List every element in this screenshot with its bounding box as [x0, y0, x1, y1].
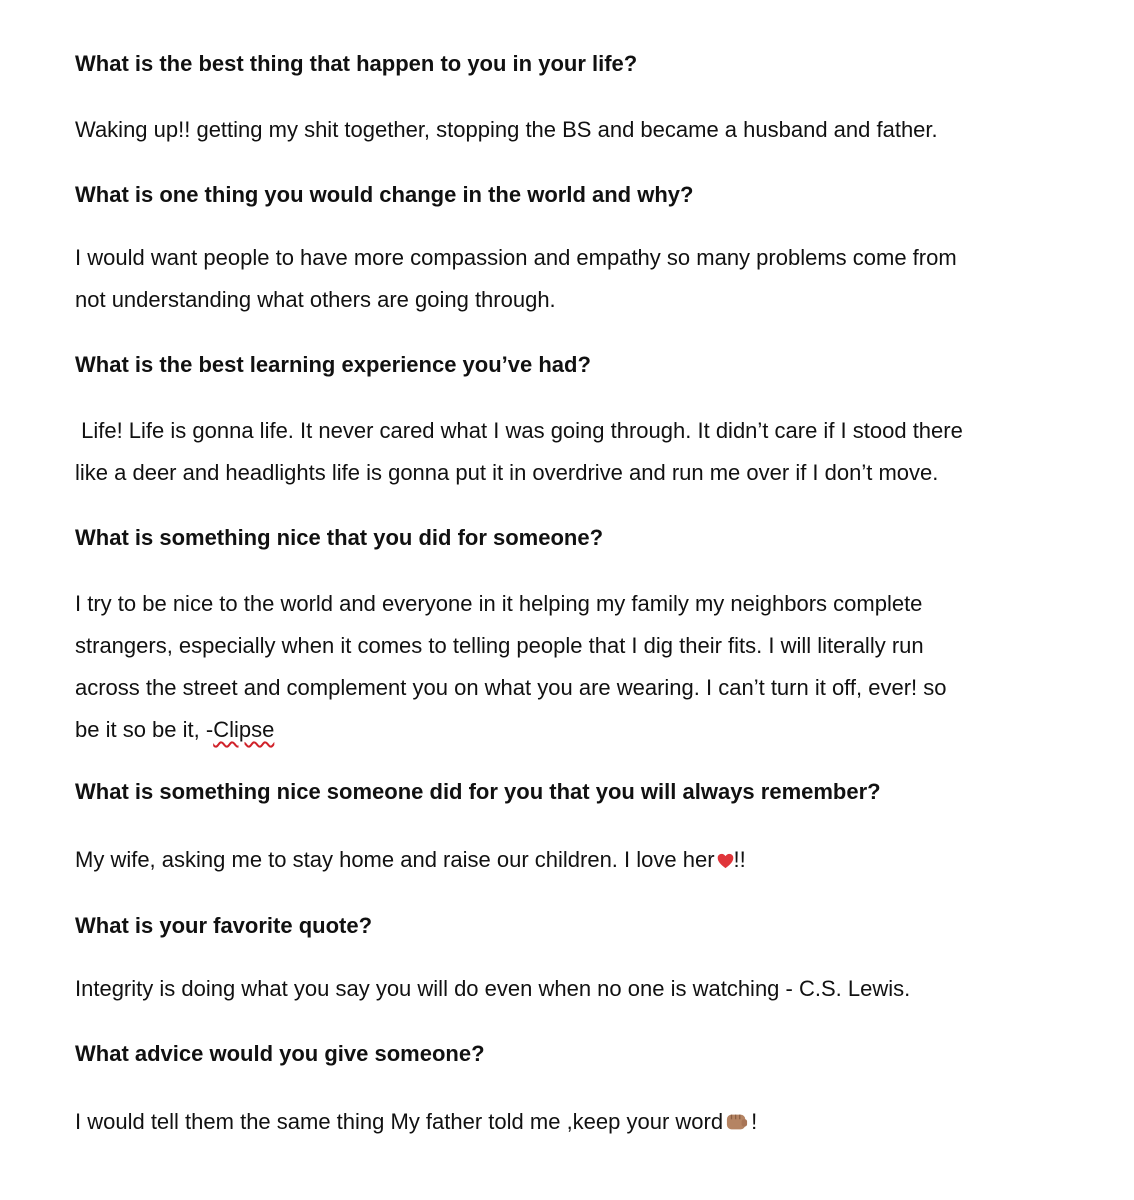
answer-4-line-4 — [75, 709, 1075, 751]
answer-4-line-3: across the street and complement you on what you are wearing. I can’t turn it off, ever! so — [75, 675, 947, 700]
answer-5-suffix: !! — [733, 847, 746, 872]
answer-6 — [75, 968, 1075, 1010]
answer-3-line-2: like a deer and headlights life is gonna put it in overdrive and run me over if I don’t move. — [75, 460, 939, 485]
question-4: What is something nice that you did for someone? — [75, 525, 604, 550]
question-7: What advice would you give someone? — [75, 1041, 485, 1066]
answer-5-text: My wife, asking me to stay home and raise our children. I love her — [75, 847, 715, 872]
question-1: What is the best thing that happen to you in your life? — [75, 51, 638, 76]
answer-1 — [75, 109, 1075, 151]
question-2: What is one thing you would change in the world and why? — [75, 182, 694, 207]
answer-2-line-1: I would want people to have more compassion and empathy so many problems come from — [75, 245, 957, 270]
answer-5 — [75, 839, 1075, 881]
spellcheck-flagged-word[interactable]: Clipse — [213, 717, 275, 742]
answer-4-line-2: strangers, especially when it comes to telling people that I dig their fits. I will literally run — [75, 633, 924, 658]
answer-4-line-4-text: be it so be it, - — [75, 717, 214, 742]
question-6: What is your favorite quote? — [75, 913, 373, 938]
answer-7-text: I would tell them the same thing My father told me ,keep your word — [75, 1109, 724, 1134]
answer-3-line-1: Life! Life is gonna life. It never cared what I was going through. It didn’t care if I stood there — [75, 418, 963, 443]
answer-7 — [75, 1101, 1075, 1143]
answer-1-line-1: Waking up!! getting my shit together, stopping the BS and became a husband and father. — [75, 117, 938, 142]
answer-4 — [75, 583, 1075, 751]
answer-6-line-1: Integrity is doing what you say you will do even when no one is watching - C.S. Lewis. — [75, 976, 911, 1001]
answer-4-line-1: I try to be nice to the world and everyone in it helping my family my neighbors complete — [75, 591, 923, 616]
answer-3 — [75, 410, 1075, 494]
answer-2-line-2: not understanding what others are going through. — [75, 287, 556, 312]
answer-5-line-1 — [75, 839, 1075, 881]
question-5: What is something nice someone did for you that you will always remember? — [75, 779, 881, 804]
answer-7-line-1 — [75, 1101, 1075, 1143]
fist-bump-icon — [725, 1111, 749, 1133]
answer-2 — [75, 237, 1075, 321]
question-3: What is the best learning experience you’ve had? — [75, 352, 591, 377]
red-heart-icon — [717, 853, 734, 869]
answer-7-suffix: ! — [751, 1109, 758, 1134]
